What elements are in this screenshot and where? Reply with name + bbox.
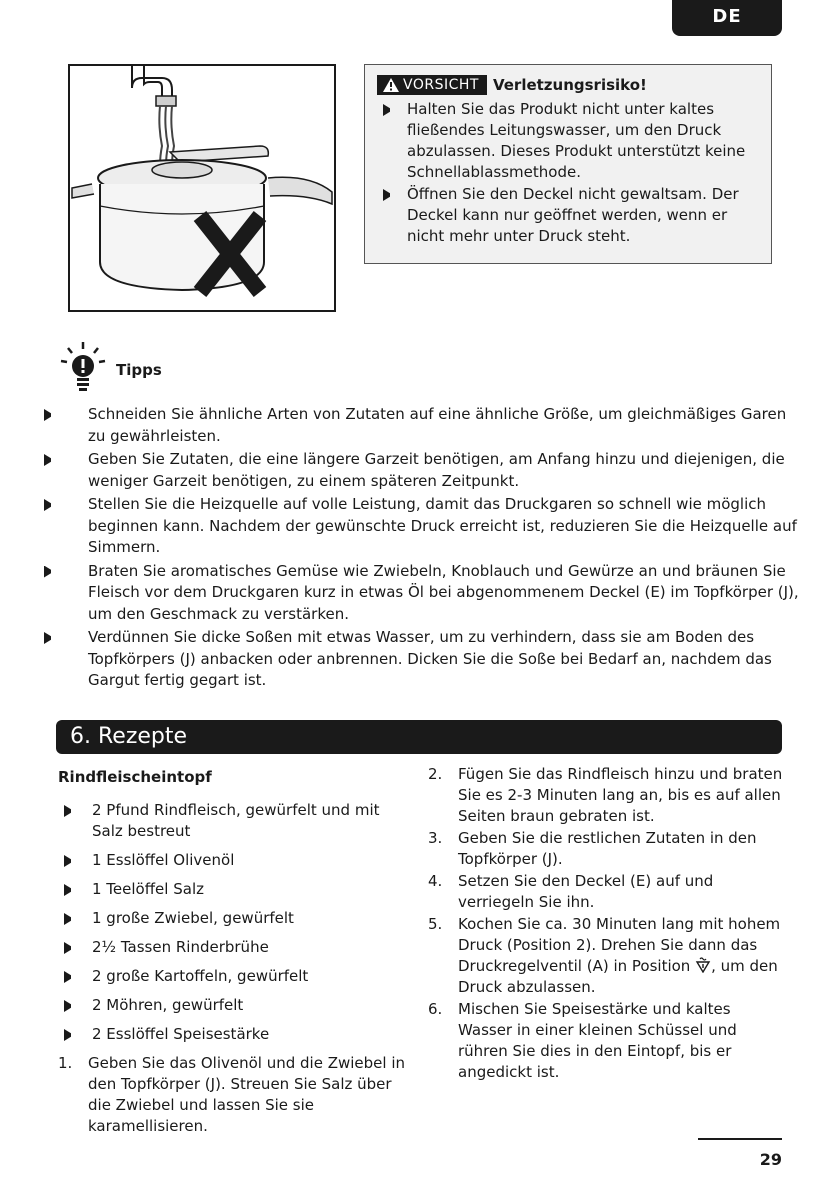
step-number: 4. xyxy=(428,872,443,890)
recipe-step: 5. Kochen Sie ca. 30 Minuten lang mit hohem Druck (Position 2). Drehen Sie dann das Druckregelventil (A) in Position , um den Druck abzulassen. xyxy=(428,915,781,996)
recipe-step: 3. Geben Sie die restlichen Zutaten in den Topfkörper (J). xyxy=(428,829,757,868)
ingredient-item: 1 Teelöffel Salz xyxy=(58,879,408,900)
bullet-icon xyxy=(64,913,71,925)
caution-item: Halten Sie das Produkt nicht unter kaltes fließendes Leitungswasser, um den Druck abzulassen. Dieses Produkt unterstützt keine Schnellablassmethode. xyxy=(377,99,759,183)
illustration-no-cold-water xyxy=(68,64,336,312)
tip-item: Verdünnen Sie dicke Soßen mit etwas Wasser, um zu verhindern, dass sie am Boden des Topfkörpers (J) anbacken oder anbrennen. Dicken Sie die Soße bei Bedarf an, nachdem das Gargut fertig gegart ist. xyxy=(40,627,800,692)
bullet-icon xyxy=(64,884,71,896)
recipe-steps-right xyxy=(428,764,784,1083)
ingredient-item: 2 große Kartoffeln, gewürfelt xyxy=(58,966,408,987)
bullet-icon xyxy=(44,499,51,511)
caution-title: Verletzungsrisiko! xyxy=(492,76,647,94)
section-title: 6. Rezepte xyxy=(70,724,188,749)
tip-item: Stellen Sie die Heizquelle auf volle Leistung, damit das Druckgaren so schnell wie möglich beginnen kann. Nachdem der gewünschte Druck erreicht ist, reduzieren Sie die Heizquelle auf Simmern. xyxy=(40,494,800,559)
bullet-icon xyxy=(44,454,51,466)
bullet-icon xyxy=(44,566,51,578)
caution-badge-label: VORSICHT xyxy=(403,77,479,93)
section-header-bar xyxy=(56,720,782,754)
recipe-step: 4. Setzen Sie den Deckel (E) auf und verriegeln Sie ihn. xyxy=(428,872,714,911)
recipe-step: 2. Fügen Sie das Rindfleisch hinzu und braten Sie es 2-3 Minuten lang an, bis es auf allen Seiten braun gebraten ist. xyxy=(428,765,783,825)
recipe-title: Rindfleischeintopf xyxy=(58,768,212,786)
bullet-icon xyxy=(64,1000,71,1012)
tips-header xyxy=(60,340,162,394)
ingredient-list xyxy=(58,800,408,1045)
bullet-icon xyxy=(64,942,71,954)
tip-item: Schneiden Sie ähnliche Arten von Zutaten auf eine ähnliche Größe, um gleichmäßiges Garen zu gewährleisten. xyxy=(40,404,800,447)
step-number: 6. xyxy=(428,1000,443,1018)
recipe-right-column xyxy=(428,764,784,1084)
page-number: 29 xyxy=(759,1150,782,1169)
tip-item: Geben Sie Zutaten, die eine längere Garzeit benötigen, am Anfang hinzu und diejenigen, die weniger Garzeit benötigen, zu einem späteren Zeitpunkt. xyxy=(40,449,800,492)
ingredient-item: 1 große Zwiebel, gewürfelt xyxy=(58,908,408,929)
tips-list xyxy=(40,404,800,694)
step-number: 2. xyxy=(428,765,443,783)
bullet-icon xyxy=(383,189,390,201)
recipe-step: 6. Mischen Sie Speisestärke und kaltes Wasser in einer kleinen Schüssel und rühren Sie dies in den Eintopf, bis er angedickt ist. xyxy=(428,1000,737,1081)
caution-badge xyxy=(377,75,487,95)
pressure-release-valve-icon xyxy=(695,957,711,973)
caution-box xyxy=(364,64,772,264)
caution-header xyxy=(377,75,759,95)
footer-rule xyxy=(698,1138,782,1140)
tip-item: Braten Sie aromatisches Gemüse wie Zwiebeln, Knoblauch und Gewürze an und bräunen Sie Fleisch vor dem Druckgaren kurz in etwas Öl bei abgenommenem Deckel (E) im Topfkörper (J), um den Geschmack zu verstärken. xyxy=(40,561,800,626)
ingredient-item: 1 Esslöffel Olivenöl xyxy=(58,850,408,871)
step-number: 3. xyxy=(428,829,443,847)
bullet-icon xyxy=(64,855,71,867)
recipe-steps-left xyxy=(58,1053,408,1137)
bullet-icon xyxy=(383,104,390,116)
tips-title: Tipps xyxy=(116,361,162,379)
pressure-cooker-under-tap-illustration xyxy=(70,66,334,310)
lightbulb-icon xyxy=(60,340,106,394)
recipe-step: 1. Geben Sie das Olivenöl und die Zwiebel in den Topfkörper (J). Streuen Sie Salz über die Zwiebel und lassen Sie sie karamellisieren. xyxy=(58,1054,406,1135)
ingredient-item: 2 Pfund Rindfleisch, gewürfelt und mit Salz bestreut xyxy=(58,800,408,842)
bullet-icon xyxy=(64,1029,71,1041)
ingredient-item: 2½ Tassen Rinderbrühe xyxy=(58,937,408,958)
warning-triangle-icon xyxy=(383,78,399,92)
step-number: 5. xyxy=(428,915,443,933)
bullet-icon xyxy=(64,971,71,983)
caution-list xyxy=(377,99,759,247)
ingredient-item: 2 Esslöffel Speisestärke xyxy=(58,1024,408,1045)
bullet-icon xyxy=(64,805,71,817)
step-number: 1. xyxy=(58,1054,73,1072)
language-tab: DE xyxy=(672,0,782,36)
ingredient-item: 2 Möhren, gewürfelt xyxy=(58,995,408,1016)
recipe-left-column xyxy=(58,768,408,1138)
caution-item: Öffnen Sie den Deckel nicht gewaltsam. Der Deckel kann nur geöffnet werden, wenn er nicht mehr unter Druck steht. xyxy=(377,184,759,247)
bullet-icon xyxy=(44,632,51,644)
bullet-icon xyxy=(44,409,51,421)
